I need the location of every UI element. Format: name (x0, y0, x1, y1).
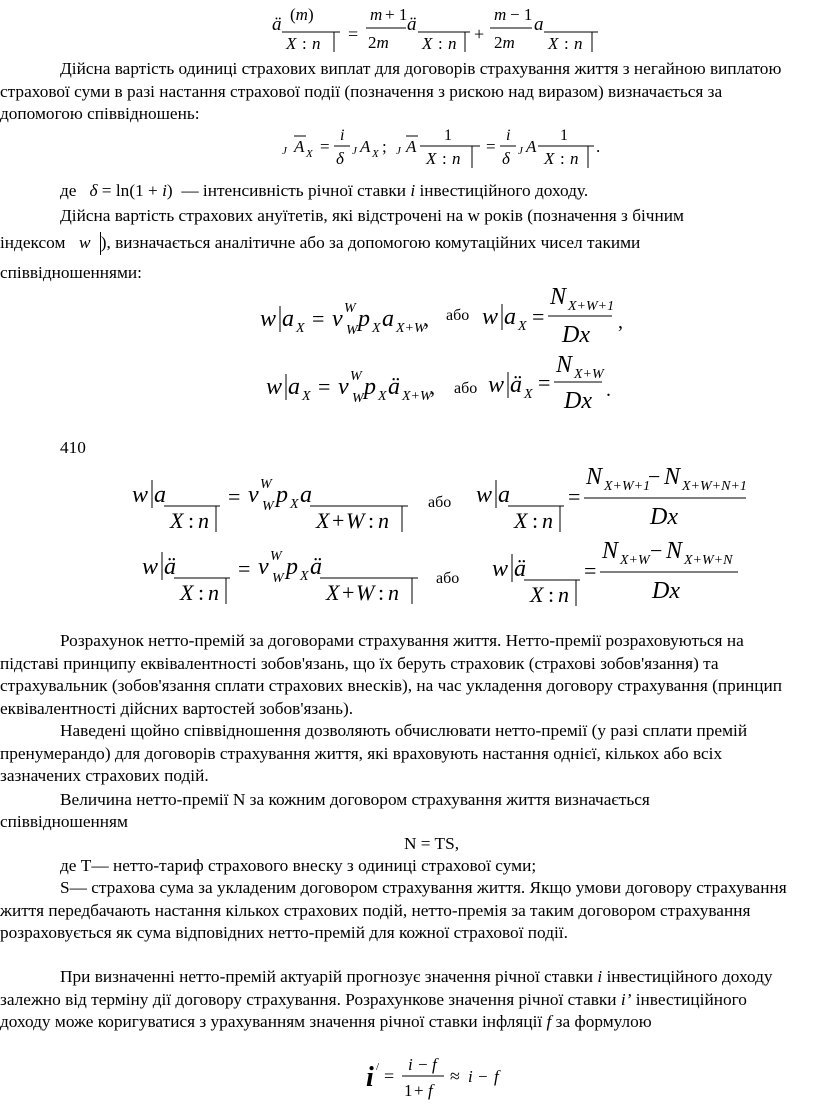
formula-continuous-insurance (280, 124, 600, 174)
svg-text:p: p (358, 306, 370, 332)
svg-text:ä: ä (514, 556, 526, 582)
svg-text:a: a (300, 482, 312, 508)
svg-text:X: X (300, 569, 309, 584)
paragraph-actual-value: Дійсна вартість одиниці страхових виплат для договорів страхування життя з негайною виплатою страхової суми в разі настання страхової події (позначення з рискою над виразом) визначається за допомогою співвідношень: (0, 59, 782, 123)
svg-text:X: X (170, 508, 184, 533)
actuary-text-d: за формулою (551, 1012, 652, 1031)
svg-text:n: n (574, 34, 583, 53)
svg-text:p: p (286, 554, 298, 580)
svg-text:i: i (506, 127, 511, 144)
paragraph-actuary (0, 966, 792, 1034)
svg-text:−: − (648, 464, 661, 489)
svg-text:n: n (570, 149, 579, 168)
svg-text:ä: ä (310, 554, 322, 580)
formula-deferred-annuity-due-1-comm (486, 348, 626, 418)
svg-text:X+W: X+W (396, 321, 426, 336)
svg-text:.: . (606, 379, 611, 401)
svg-text::: : (548, 582, 555, 607)
svg-text:X+W: X+W (574, 367, 604, 382)
svg-text:w: w (482, 304, 499, 330)
svg-text:=: = (486, 137, 496, 156)
svg-text:v: v (338, 374, 349, 400)
svg-text:J: J (518, 145, 523, 157)
svg-text:N: N (602, 538, 619, 564)
svg-text:Dx: Dx (650, 504, 678, 530)
svg-text:w: w (266, 374, 283, 400)
delta-definition (60, 180, 588, 203)
svg-text:a: a (282, 306, 294, 332)
svg-text:i: i (468, 1067, 473, 1086)
svg-text:f: f (494, 1067, 499, 1086)
annuity-para-line2 (0, 232, 640, 255)
w-index-symbol: w (70, 232, 101, 255)
svg-text:ä: ä (388, 374, 400, 400)
svg-text::: : (188, 508, 195, 533)
svg-text:W: W (350, 369, 362, 384)
svg-text:i: i (340, 127, 345, 144)
formula-term-deferred-annuity-comm (474, 456, 764, 536)
value-para-line2: співвідношенням (0, 812, 128, 831)
svg-text:X: X (372, 148, 379, 160)
formula-n-ts: N = TS, (404, 834, 460, 853)
svg-text:1: 1 (444, 127, 452, 144)
svg-text:w: w (476, 482, 493, 508)
page-number: 410 (60, 438, 86, 457)
annuity-para-line2-pre: індексом (0, 233, 66, 252)
formula-annuity-m (260, 2, 610, 60)
paragraph-net-premium: Розрахунок нетто-премій за договорами страхування життя. Нетто-премії розраховуються на підставі принципу еквівалентності зобов'язань, що їх беруть страховик (страхові зобов'язання) та страхувальник (зобов'язання сплати страхових внесків), на час укладення договору страхування (принцип еквівалентності дійсних вартостей зобов'язань). (0, 631, 782, 718)
svg-text:+: + (332, 508, 345, 533)
svg-text:X+W+N+1: X+W+N+1 (682, 479, 747, 494)
svg-text:a: a (154, 482, 166, 508)
svg-text:w: w (132, 482, 149, 508)
delta-def-prefix: де (60, 181, 77, 200)
svg-text:=: = (318, 374, 331, 399)
svg-text:W: W (270, 549, 282, 564)
annuity-para-line3: співвідношеннями: (0, 263, 142, 282)
svg-text:− 1: − 1 (510, 5, 533, 24)
svg-text:.: . (596, 137, 600, 156)
svg-text:v: v (258, 554, 269, 580)
svg-text:a: a (288, 374, 300, 400)
svg-text:X: X (306, 148, 313, 160)
svg-text::: : (198, 580, 205, 605)
svg-text::: : (302, 34, 307, 53)
svg-text:2m: 2m (368, 33, 389, 52)
svg-text:n: n (558, 582, 569, 607)
svg-text:m: m (494, 5, 507, 24)
svg-text:X: X (296, 321, 305, 336)
svg-text:N: N (550, 284, 567, 310)
svg-text:w: w (492, 556, 509, 582)
delta-def-suffix: — інтенсивність річної ставки (177, 181, 411, 200)
formula-real-rate (360, 1054, 520, 1106)
svg-text:−: − (650, 538, 663, 563)
svg-text:n: n (388, 580, 399, 605)
svg-text:W: W (346, 508, 365, 533)
svg-text:X: X (180, 580, 194, 605)
svg-text:A: A (406, 137, 417, 156)
svg-text:X: X (426, 149, 437, 168)
svg-text:f: f (428, 1081, 433, 1100)
svg-text:X: X (530, 582, 544, 607)
svg-text:w: w (488, 372, 505, 398)
svg-text:A: A (526, 137, 537, 156)
svg-text:X: X (514, 508, 528, 533)
delta-def-i: i (410, 181, 416, 200)
svg-text:N: N (666, 538, 683, 564)
svg-text:n: n (452, 149, 461, 168)
svg-text:=: = (312, 306, 325, 331)
paragraph-given-ratios: Наведені щойно співвідношення дозволяють обчислювати нетто-премії (у разі сплати премій пренумерандо) для договорів страхування життя, які враховують настання однієї, кількох або всіх зазначених страхових подій. (0, 721, 748, 785)
or-label-1: або (446, 307, 470, 324)
svg-text:X: X (378, 389, 387, 404)
or-label-4: або (436, 570, 460, 587)
delta-formula: δ = ln(1 + i) (89, 181, 177, 200)
svg-text:W: W (346, 323, 358, 338)
svg-text:f: f (432, 1055, 437, 1074)
svg-text:Dx: Dx (562, 322, 590, 348)
svg-text:n: n (448, 34, 457, 53)
svg-text:p: p (364, 374, 376, 400)
annuity-para-line1: Дійсна вартість страхових ануїтетів, які відстрочені на w років (позначення з бічним (60, 206, 684, 225)
svg-text:Dx: Dx (564, 388, 592, 414)
formula-term-deferred-annuity (130, 466, 420, 536)
svg-text:X+W: X+W (402, 389, 432, 404)
svg-text:=: = (538, 370, 551, 395)
formula-deferred-annuity-1-comm (480, 280, 630, 350)
svg-text:J: J (282, 145, 287, 157)
svg-text:X: X (286, 34, 297, 53)
svg-text:−: − (418, 1055, 428, 1074)
svg-text::: : (564, 34, 569, 53)
actuary-i: i (597, 967, 603, 986)
svg-text:X: X (302, 389, 311, 404)
formula-term-deferred-annuity-due (140, 538, 430, 608)
svg-text:ä: ä (407, 14, 417, 35)
svg-text:J: J (352, 145, 357, 157)
svg-text:,: , (430, 377, 435, 399)
svg-text:=: = (568, 484, 581, 509)
svg-text:2m: 2m (494, 33, 515, 52)
svg-text:v: v (332, 306, 343, 332)
svg-text:N: N (664, 464, 681, 490)
svg-text:X+W: X+W (620, 553, 650, 568)
svg-text:N: N (586, 464, 603, 490)
actuary-f: f (546, 1012, 552, 1031)
svg-text:m: m (370, 5, 383, 24)
svg-text:+ 1: + 1 (385, 5, 408, 24)
svg-text:δ: δ (502, 149, 510, 168)
svg-text:+: + (414, 1081, 424, 1100)
svg-text:X: X (544, 149, 555, 168)
actuary-text-a: При визначенні нетто-премій актуарій прогнозує значення річної ставки (60, 967, 598, 986)
svg-text:a: a (534, 14, 544, 35)
svg-text:N: N (556, 352, 573, 378)
svg-text:=: = (384, 1066, 395, 1086)
svg-text:p: p (276, 482, 288, 508)
svg-text:W: W (262, 499, 274, 514)
svg-text:Dx: Dx (652, 578, 680, 604)
svg-text:1: 1 (560, 127, 568, 144)
svg-text:X+W+N: X+W+N (684, 553, 733, 568)
svg-text:=: = (228, 484, 241, 509)
svg-text::: : (560, 149, 565, 168)
annuity-para-line2-post: ), визначається аналітичне або за допомогою комутаційних чисел такими (100, 233, 641, 252)
svg-text:w: w (142, 554, 159, 580)
svg-text:ä: ä (272, 14, 282, 35)
svg-text:X: X (290, 497, 299, 512)
actuary-i-prime: i’ (620, 989, 632, 1009)
svg-text:≈: ≈ (450, 1066, 460, 1086)
svg-text:=: = (348, 24, 359, 44)
svg-text:ä: ä (510, 372, 522, 398)
svg-text:X: X (326, 580, 340, 605)
svg-text:X: X (548, 34, 559, 53)
svg-text:=: = (320, 137, 330, 156)
or-label-3: або (428, 494, 452, 511)
svg-text:a: a (498, 482, 510, 508)
svg-text:W: W (272, 571, 284, 586)
svg-text:=: = (584, 558, 597, 583)
svg-text:n: n (378, 508, 389, 533)
svg-text:v: v (248, 482, 259, 508)
svg-text:+: + (474, 24, 485, 44)
svg-text:W: W (352, 391, 364, 406)
svg-text:X: X (372, 321, 381, 336)
svg-text:/: / (376, 1061, 380, 1073)
svg-text:J: J (396, 145, 401, 157)
svg-text:A: A (360, 137, 371, 156)
or-label-2: або (454, 380, 478, 397)
svg-text:W: W (260, 477, 272, 492)
svg-text:X: X (316, 508, 330, 533)
t-definition: де T— нетто-тариф страхового внеску з одиниці страхової суми; (60, 856, 537, 875)
svg-text:X: X (422, 34, 433, 53)
paragraph-s-definition: S— страхова сума за укладеним договором страхування життя. Якщо умови договору страхування життя передбачають настання кількох страхових подій, нетто-премія за таким договором страхування розраховується як сума відповідних нетто-премій для кожної страхової події. (0, 878, 787, 942)
formula-term-deferred-annuity-due-comm (490, 530, 760, 610)
svg-text:=: = (532, 304, 545, 329)
svg-text::: : (532, 508, 539, 533)
svg-text:;: ; (382, 137, 387, 156)
svg-text:a: a (504, 304, 516, 330)
svg-text:n: n (542, 508, 553, 533)
svg-text:i: i (408, 1055, 413, 1074)
svg-text:,: , (424, 309, 429, 331)
svg-text:,: , (618, 311, 623, 333)
value-para-line1: Величина нетто-премії N за кожним договором страхування життя визначається (60, 790, 650, 809)
svg-text:n: n (312, 34, 321, 53)
svg-text:=: = (238, 556, 251, 581)
svg-text::: : (378, 580, 385, 605)
svg-text::: : (442, 149, 447, 168)
svg-text:X: X (524, 387, 533, 402)
svg-text:A: A (294, 137, 305, 156)
delta-def-tail: інвестиційного доходу. (415, 181, 589, 200)
actuary-text-b: інвестиційного доходу залежно від терміну дії договору страхування. Розрахункове значення річної ставки (0, 967, 773, 1009)
svg-text:n: n (198, 508, 209, 533)
svg-text:W: W (344, 301, 356, 316)
svg-text:i: i (366, 1062, 374, 1093)
svg-text:X: X (518, 319, 527, 334)
svg-text:W: W (356, 580, 375, 605)
svg-text:X+W+1: X+W+1 (604, 479, 651, 494)
svg-text:1: 1 (404, 1081, 413, 1100)
svg-text:X+W+1: X+W+1 (568, 299, 615, 314)
svg-text:δ: δ (336, 149, 344, 168)
svg-text:+: + (342, 580, 355, 605)
svg-text:a: a (382, 306, 394, 332)
svg-text::: : (368, 508, 375, 533)
formula-deferred-annuity-due-1 (264, 352, 464, 416)
svg-text:ä: ä (164, 554, 176, 580)
actuary-text-c: інвестиційного доходу може коригуватися з урахуванням значення річної ставки інфляції (0, 989, 747, 1031)
svg-text:(m): (m) (290, 5, 314, 24)
svg-text:−: − (478, 1067, 488, 1086)
svg-text:n: n (208, 580, 219, 605)
svg-text:w: w (260, 306, 277, 332)
svg-text::: : (438, 34, 443, 53)
